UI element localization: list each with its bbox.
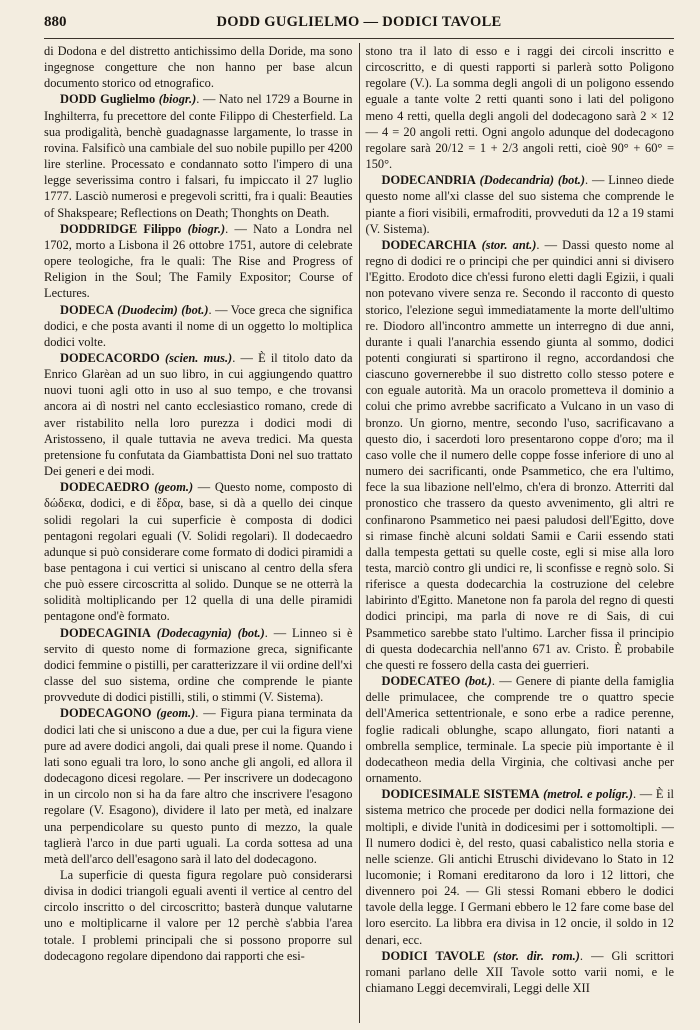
dictionary-entry (44, 302, 353, 350)
entry-text: . — Linneo diede questo nome all'xi classe del suo sistema che comprende le piante a fiori visibili, ermafroditi, provveduti da 12 a 19 stami (V. Sistema). (365, 173, 674, 236)
page-number: 880 (44, 14, 67, 30)
entry-headword: DODECAEDRO (60, 480, 150, 495)
text-columns (44, 43, 674, 1023)
entry-label: (metrol. e polígr.) (543, 787, 634, 802)
entry-label: (stor. ant.) (481, 237, 537, 252)
dictionary-entry (44, 221, 353, 302)
entry-label: (biogr.) (158, 92, 197, 107)
entry-headword: DODD Guglielmo (60, 92, 156, 107)
entry-text: . — Figura piana terminata da dodici lati che si uniscono a due a due, per cui la figura viene pure ad avere dodici angoli, dai quali prese il nome. Quando i lati sono eguali tra loro, lo sono anche gli angoli, ed allora il dodecagono dicesi regolare. — Per inscrivere un dodecagono in un circolo non si ha da fare altro che inscrivere l'esagono regolare (V. Esagono), dividere il lato per metà, ed inalzare una perpendicolare su questo punto di mezzo, la quale taglierà l'arco in due parti uguali. La corda sottesa ad una metà dell'arco dell'esagono sarà il lato del dodecagono. (44, 706, 353, 866)
page-header (44, 14, 674, 39)
entry-text: . — È il titolo dato da Enrico Glarèan ad un suo libro, in cui aggiungendo quattro nuovi tuoni agli otto in uso al suo tempo, e che trovansi ancora ai dì nostri nel canto ecclesiastico romano, crede di aver ristabilito nella loro purezza i dodici modi di Aristosseno, il quale tuttavia ne aveva tredici. Ma questa pretensione fu confutata da Giambattista Doni nel suo trattato Dei generi e dei modi. (44, 350, 353, 479)
entry-text: . — Dassi questo nome al regno di dodici re o principi che per quindici anni si divisero l'Egitto. Erodoto dice ch'essi furono eletti dagli Egizii, i quali non potevano vivere senza re. Secondo il racconto di questo storico, l'elezione seguì immediatamente la morte dell'ultimo re. Diodoro all'incontro ammette un interregno di due anni, durante i quali l'anarchia essendo giunta al sommo, dodici potenti congiurati si spartirono il regno, accordandosi che ciascuno governerebbe il suo distretto collo stesso potere e con eguale autorità. Ma un oracolo prometteva il dominio a colui che primo avrebbe sacrificato a Vulcano in un vaso di bronzo. Un giorno, mentre, secondo l'uso, sacrificavano a questo dio, i sacerdoti loro presentarono coppe d'oro; ma il caso volle che il numero delle coppe fosse inferiore di uno al numero dei sacrificanti, onde Psammetico, che era l'ultimo, fece la sua libazione nell'elmo, ch'era di bronzo. Atterriti dal pronostico che trassero da questo avvenimento, gli altri re confinarono Psammetico nei paesi paludosi dell'Egitto, dove si rimase finchè alcuni soldati Samii e Carii essendo stati dalla tempesta gettati su quelle coste, egli si mise alla loro testa, marciò contro gli undici re, li sconfisse e regnò solo. Si riferisce a questa dodecarchia la costruzione del celebre labirinto d'Egitto. Manetone non fa parola del regno di questi dodici principi, ma parla di nove re di Sais, di cui Psammetico sarebbe stato l'ultimo. Larcher fissa il principio di questa dodecarchia nell'anno 671 av. Cristo. È probabile che questi re fossero della casta dei guerrieri. (365, 237, 674, 672)
continued-paragraph: di Dodona e del distretto antichissimo della Doride, ma sono ingegnose congetture che non hanno per base alcun documento storico od etnografico. (44, 44, 353, 91)
running-title: DODD GUGLIELMO — DODICI TAVOLE (216, 14, 502, 30)
dictionary-entry (44, 625, 353, 706)
dictionary-entry (366, 948, 675, 996)
entry-headword: DODICESIMALE SISTEMA (381, 787, 540, 802)
dictionary-entry (366, 786, 675, 948)
dictionary-entry (366, 237, 675, 673)
entry-label: (scien. mus.) (165, 350, 233, 365)
paragraph: La superficie di questa figura regolare può considerarsi divisa in dodici triangoli eguali aventi il vertice al centro del circolo inscritto o del circoscritto; basterà dunque valutarne uno e moltiplicarne il valore per 12 perchè s'abbia l'area totale. I problemi principali che si possono proporre sul dodecagono regolare dipendono dai rapporti che esi- (44, 867, 353, 963)
dictionary-entry (44, 479, 353, 624)
entry-label: (geom.) (156, 706, 196, 721)
left-column (44, 43, 359, 1023)
entry-text: . — È il sistema metrico che procede per dodici nella formazione dei moltipli, e divide l'unità in dodicesimi per i sottomoltipli. — Il numero dodici è, del resto, quasi cabalistico nella storia e nelle scienze. Gli antichi Etruschi dividevano lo Stato in 12 lucomonie; i Romani ereditarono da loro i 12 littori, che divennero poi 24. — Gli stessi Romani ebbero le dodici tavole della legge. I Germani ebbero le 12 fare come base del loro esercito. La libbra era divisa in 12 oncie, il soldo in 12 denari, ecc. (365, 787, 674, 947)
entry-headword: DODECARCHIA (381, 237, 477, 252)
dictionary-entry (366, 172, 675, 237)
entry-headword: DODDRIDGE Filippo (60, 221, 182, 236)
entry-text: . — Nato nel 1729 a Bourne in Inghilterra, fu precettore del conte Filippo di Chesterfield. La sua prodigalità, benchè guadagnasse largamente, lo trasse in rovina. Falsificò una cambiale del suo nobile pupillo per 4200 lire sterline. Processato e condannato sotto l'impero di una legge severissima contro i falsari, fu impiccato il 27 luglio 1777. Lasciò numerosi e pregevoli scritti, fra i quali: Beauties of Shakspeare; Reflections on Death; Thonghts on Death. (44, 92, 353, 220)
entry-headword: DODECAGINIA (60, 625, 151, 640)
entry-label: (Dodecandria) (bot.) (479, 173, 586, 188)
dictionary-entry (44, 705, 353, 867)
dictionary-entry (44, 91, 353, 220)
continued-paragraph: stono tra il lato di esso e i raggi dei circoli inscritto e circoscritto, e di questi rapporti si parlerà sotto Poligono regolare (V.). La somma degli angoli di un poligono essendo eguale a tante volte 2 retti quanti sono i lati del poligono meno 4 retti, quella degli angoli del dodecagono sarà 2 × 12 — 4 = 20 angoli retti. Ogni angolo adunque del dodecagono regolare sarà 20/12 = 1 + 2/3 angoli retti, cioè 90° + 60° = 150°. (365, 44, 674, 172)
entry-text: . — Nato a Londra nel 1702, morto a Lisbona il 26 ottobre 1751, autore di celebrate opere teologiche, fra le quali: The Rise and Progress of Religion in the Soul; The Family Expositor; Course of Lectures. (44, 221, 353, 301)
dictionary-entry (366, 673, 675, 786)
entry-label: (Duodecim) (bot.) (117, 302, 209, 317)
entry-label: (biogr.) (187, 221, 226, 236)
right-column (359, 43, 675, 1023)
entry-text: — Questo nome, composto di δώδεκα, dodici, e di ἕδρα, base, si dà a quello dei cinque solidi regolari la cui superficie è composta di dodici pentagoni regolari eguali (V. Solidi regolari). Il dodecaedro adunque si può considerare come formato di dodici piramidi a base pentagona i cui vertici si uniscano al centro della sfera che può essere circoscritta al solido. Dunque se ne otterrà la solidità moltiplicando per 12 quella di una delle piramidi pentagone ond'è formato. (44, 480, 353, 624)
entry-label: (geom.) (154, 480, 194, 495)
entry-headword: DODECA (60, 302, 114, 317)
entry-headword: DODECAGONO (60, 706, 152, 721)
entry-text: . — Gli scrittori romani parlano delle XII Tavole sotto varii nomi, e le chiamano Leggi decemvirali, Leggi delle XII (365, 948, 674, 996)
entry-headword: DODECATEO (381, 674, 461, 689)
entry-label: (Dodecagynia) (bot.) (156, 625, 265, 640)
entry-headword: DODECACORDO (60, 350, 160, 365)
entry-headword: DODICI TAVOLE (381, 948, 486, 963)
entry-text: . — Linneo si è servito di questo nome di formazione greca, significante dodici femmine o pistilli, per caratterizzare il vii ordine dell'xi classe del suo sistema, ordine che comprende le piante provvedute di dodici pistilli, stili, o stimmi (V. Sistema). (44, 625, 353, 705)
entry-headword: DODECANDRIA (381, 173, 476, 188)
entry-text: . — Genere di piante della famiglia delle primulacee, che comprende tre o quattro specie dell'America settentrionale, e sono erbe a radice perenne, foglie radicali oblunghe, scapo allungato, fiori natanti a ombrella semplice, terminale. La specie più importante è il dodecatheon media della Virginia, che coltivasi anche per ornamento. (365, 674, 674, 786)
entry-label: (stor. dir. rom.) (493, 948, 580, 963)
entry-label: (bot.) (464, 674, 492, 689)
entry-text: . — Voce greca che significa dodici, e che posta avanti il nome di un oggetto lo moltiplica dodici volte. (44, 302, 353, 349)
dictionary-entry (44, 350, 353, 479)
